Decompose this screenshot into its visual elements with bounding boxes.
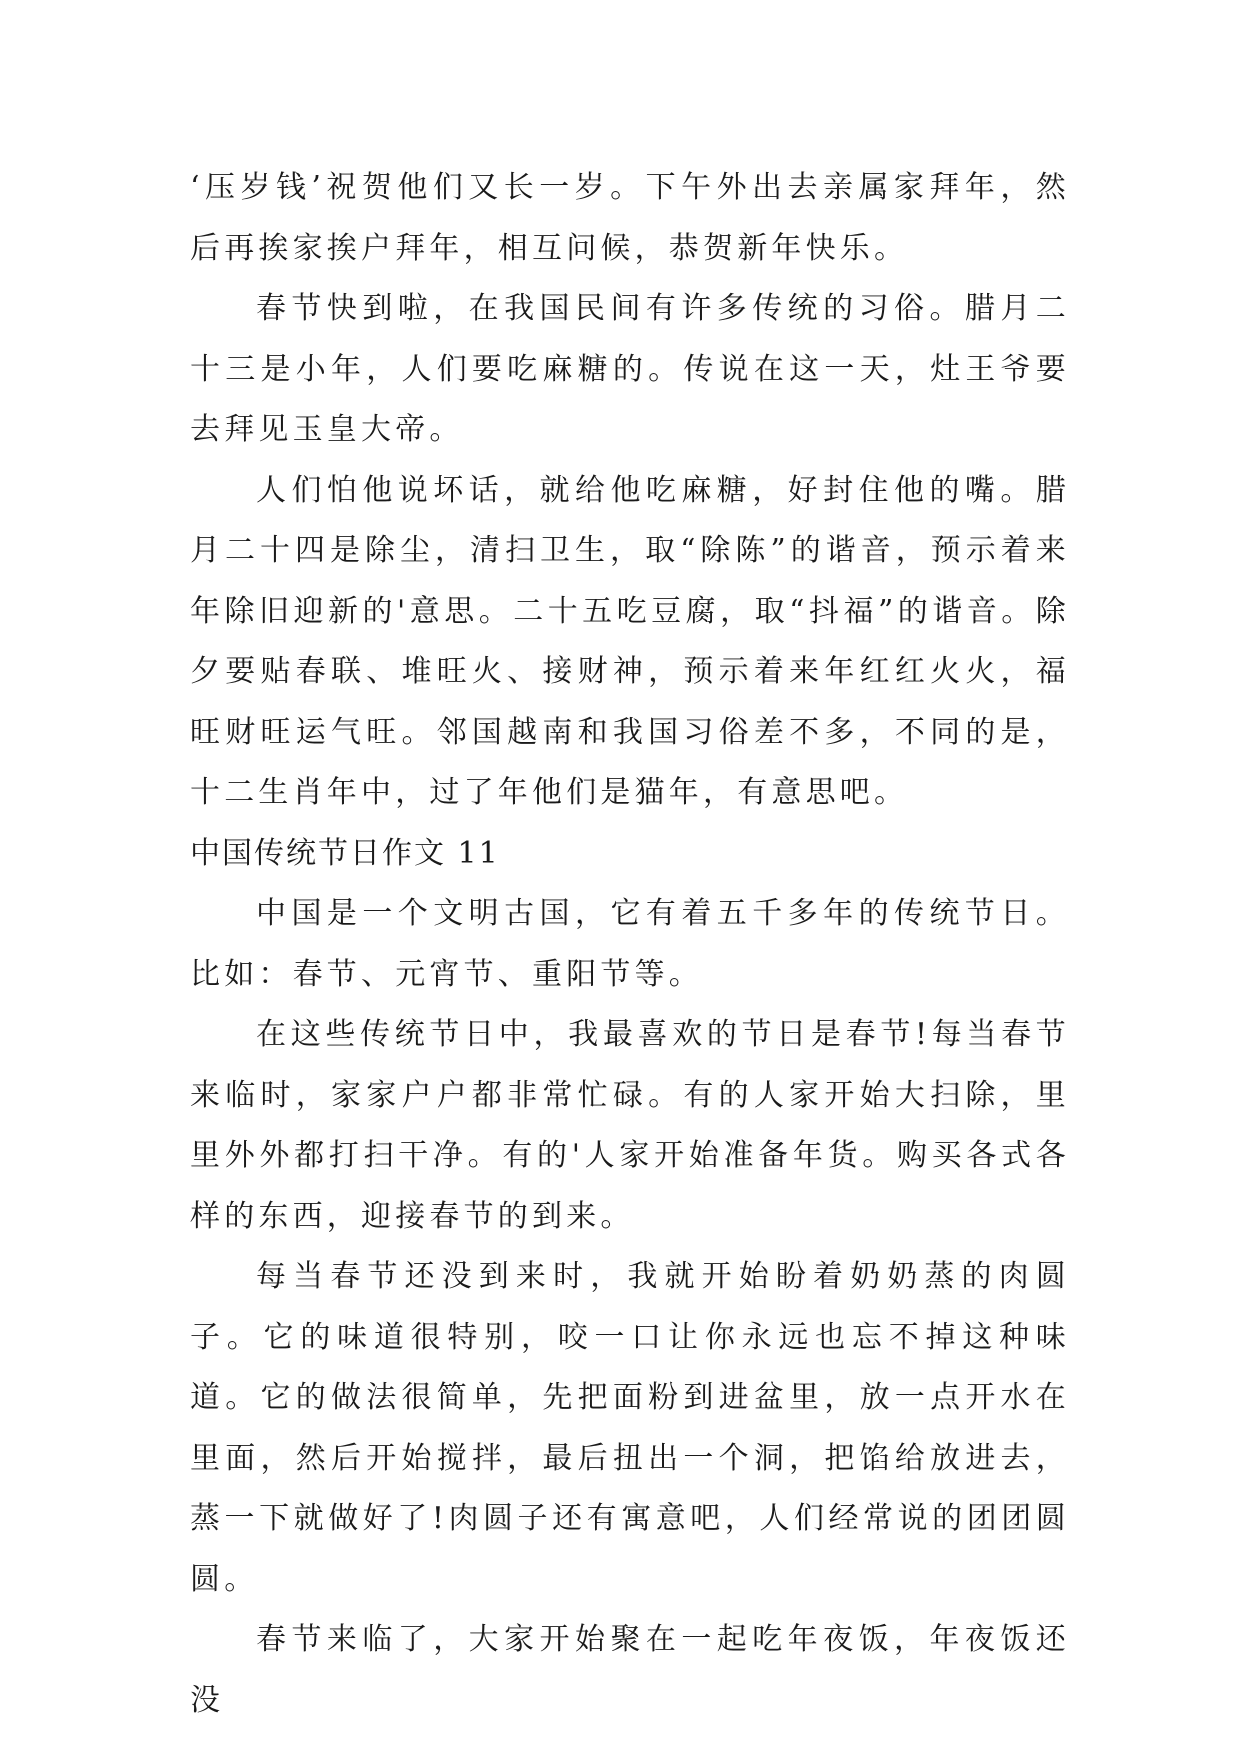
section-heading: 中国传统节日作文 11	[190, 835, 500, 871]
paragraph: 每当春节还没到来时，我就开始盼着奶奶蒸的肉圆子。它的味道很特别，咬一口让你永远也忘不掉这种味道。它的做法很简单，先把面粉到进盆里，放一点开水在里面，然后开始搅拌，最后扭出一个洞，把馅给放进去，蒸一下就做好了!肉圆子还有寓意吧，人们经常说的团团圆圆。	[190, 1259, 1070, 1597]
document-body	[190, 158, 1070, 1731]
paragraph: 春节快到啦，在我国民间有许多传统的习俗。腊月二十三是小年，人们要吃麻糖的。传说在这一天，灶王爷要去拜见玉皇大帝。	[190, 291, 1070, 447]
paragraph: 人们怕他说坏话，就给他吃麻糖，好封住他的嘴。腊月二十四是除尘，清扫卫生，取“除陈”的谐音，预示着来年除旧迎新的'意思。二十五吃豆腐，取“抖福”的谐音。除夕要贴春联、堆旺火、接财神，预示着来年红红火火，福旺财旺运气旺。邻国越南和我国习俗差不多，不同的是，十二生肖年中，过了年他们是猫年，有意思吧。	[190, 472, 1070, 810]
paragraph: ‘压岁钱’祝贺他们又长一岁。下午外出去亲属家拜年，然后再挨家挨户拜年，相互问候，恭贺新年快乐。	[190, 170, 1070, 266]
paragraph: 在这些传统节日中，我最喜欢的节日是春节!每当春节来临时，家家户户都非常忙碌。有的人家开始大扫除，里里外外都打扫干净。有的'人家开始准备年货。购买各式各样的东西，迎接春节的到来。	[190, 1017, 1070, 1234]
paragraph: 中国是一个文明古国，它有着五千多年的传统节日。比如：春节、元宵节、重阳节等。	[190, 896, 1070, 992]
paragraph: 春节来临了，大家开始聚在一起吃年夜饭，年夜饭还没	[190, 1622, 1070, 1718]
